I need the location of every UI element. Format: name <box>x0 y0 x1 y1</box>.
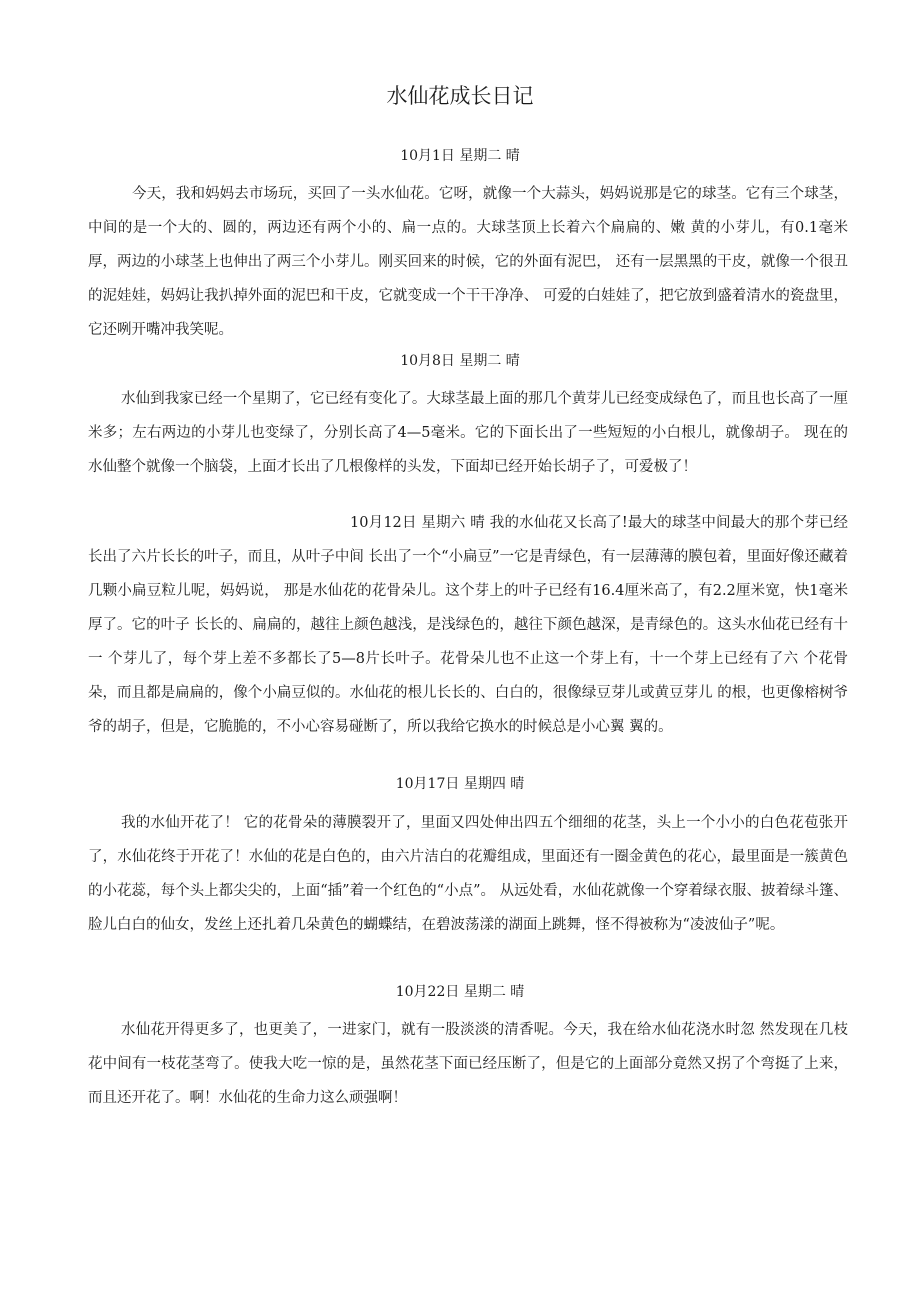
entry-date: 10月8日 星期二 晴 <box>400 353 520 369</box>
entry-paragraph-with-date <box>88 506 848 744</box>
entry-date: 10月22日 星期二 晴 <box>395 984 525 1000</box>
entry-paragraph: 水仙花开得更多了，也更美了，一进家门，就有一股淡淡的清香呢。今天，我在给水仙花浇水时忽 然发现在几枝花中间有一枝花茎弯了。使我大吃一惊的是，虽然花茎下面已经压断了，但是它的上面部分竟然又拐了个弯挺了上来，而且还开花了。啊！水仙花的生命力这么顽强啊！ <box>88 1022 848 1106</box>
entry-date-inline: 10月12日 星期六 晴 <box>350 515 485 531</box>
entry-paragraph: 今天，我和妈妈去市场玩，买回了一头水仙花。它呀，就像一个大蒜头，妈妈说那是它的球茎。它有三个球茎，中间的是一个大的、圆的，两边还有两个小的、扁一点的。大球茎顶上长着六个扁扁的、嫩 黄的小芽儿，有0.1毫米厚，两边的小球茎上也伸出了两三个小芽儿。刚买回来的时候，它的外面有泥巴， 还有一层黑黑的干皮，就像一个很丑的泥娃娃，妈妈让我扒掉外面的泥巴和干皮，它就变成一个干干净净、 可爱的白娃娃了，把它放到盛着清水的瓷盘里，它还咧开嘴冲我笑呢。 <box>88 186 848 338</box>
entry-paragraph: 水仙到我家已经一个星期了，它已经有变化了。大球茎最上面的那几个黄芽儿已经变成绿色了，而且也长高了一厘米多；左右两边的小芽儿也变绿了，分别长高了4—5毫米。它的下面长出了一些短短的小白根儿，就像胡子。 现在的水仙整个就像一个脑袋，上面才长出了几根像样的头发，下面却已经开始长胡子了，可爱极了！ <box>88 391 848 475</box>
entry-text: 我的水仙花又长高了!最大的球茎中间最大的那个芽已经长出了六片长长的叶子，而且，从叶子中间 长出了一个“小扁豆”一它是青绿色，有一层薄薄的膜包着，里面好像还藏着几颗小扁豆粒儿呢，妈妈说， 那是水仙花的花骨朵儿。这个芽上的叶子已经有16.4厘米高了，有2.2厘米宽，快1毫米厚了。它的叶子 长长的、扁扁的，越往上颜色越浅，是浅绿色的，越往下颜色越深，是青绿色的。这头水仙花已经有十一 个芽儿了，每个芽上差不多都长了5—8片长叶子。花骨朵儿也不止这一个芽上有，十一个芽上已经有了六 个花骨朵，而且都是扁扁的，像个小扁豆似的。水仙花的根儿长长的、白白的，很像绿豆芽儿或黄豆芽儿 的根，也更像榕树爷爷的胡子，但是，它脆脆的，不小心容易碰断了，所以我给它换水的时候总是小心翼 翼的。 <box>88 515 849 735</box>
entry-paragraph: 我的水仙开花了！ 它的花骨朵的薄膜裂开了，里面又四处伸出四五个细细的花茎，头上一个小小的白色花苞张开了，水仙花终于开花了！水仙的花是白色的，由六片洁白的花瓣组成，里面还有一圈金黄色的花心，最里面是一簇黄色的小花蕊，每个头上都尖尖的，上面“插”着一个红色的“小点”。 从远处看，水仙花就像一个穿着绿衣服、披着绿斗篷、脸儿白白的仙女，发丝上还扎着几朵黄色的蝴蝶结，在碧波荡漾的湖面上跳舞，怪不得被称为“凌波仙子”呢。 <box>88 815 848 933</box>
entry-date: 10月17日 星期四 晴 <box>395 776 525 792</box>
entry-date: 10月1日 星期二 晴 <box>400 148 520 164</box>
page-title: 水仙花成长日记 <box>386 84 534 108</box>
